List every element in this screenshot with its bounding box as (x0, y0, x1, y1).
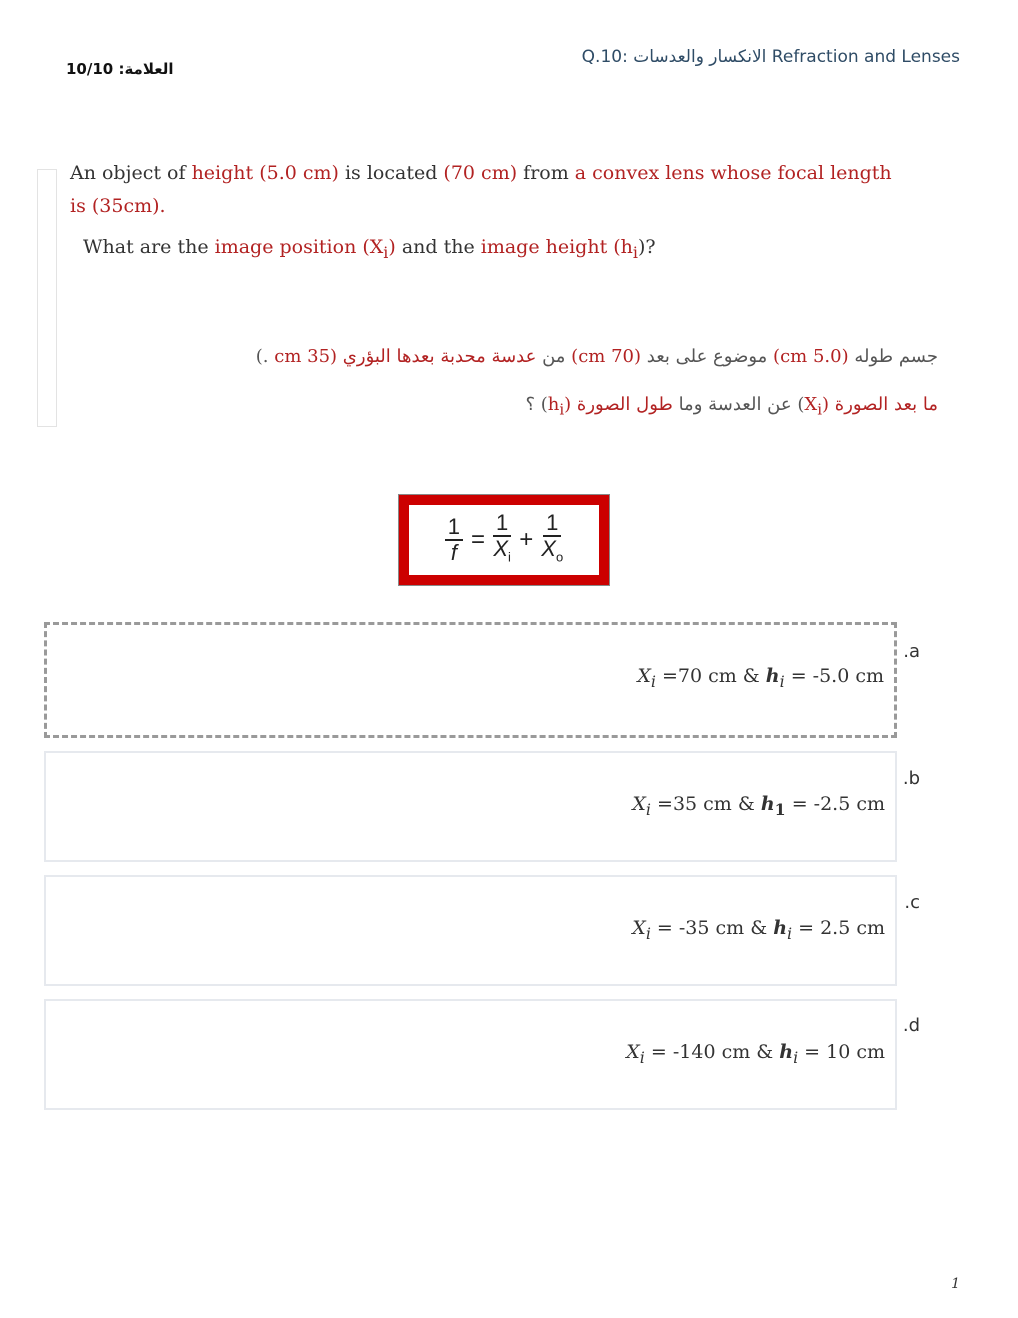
formula-x: X (541, 535, 556, 561)
formula-numerator: 1 (543, 511, 561, 537)
formula-numerator: 1 (493, 511, 511, 537)
q-text-part: is located (338, 162, 444, 184)
option-letter-b: b. (902, 768, 920, 789)
question-sidebar-frame (37, 169, 57, 427)
ar-part: .) (255, 346, 275, 367)
opt-h: h (765, 665, 780, 687)
answer-option-text (637, 665, 884, 691)
ar-part: ) عن العدسة وما (672, 394, 805, 415)
formula-denominator (493, 537, 511, 569)
q-ask-part: )? (637, 236, 656, 258)
ar-distance: (70 cm) (571, 346, 642, 367)
opt-h: h (773, 917, 788, 939)
q-text-lens: a convex lens whose focal length is (35cm). (70, 162, 892, 217)
answer-option-text (632, 917, 885, 943)
formula-plus: + (519, 526, 534, 553)
score-label: العلامة: 10/10 (66, 60, 174, 78)
opt-h-sub: 1 (774, 799, 786, 819)
formula-frac-xi (493, 511, 511, 569)
formula-frac-xo (541, 511, 563, 569)
opt-x: X (637, 665, 651, 687)
opt-h-value: = 10 cm (798, 1041, 885, 1063)
formula-denominator: f (450, 540, 457, 565)
opt-x-sub: i (645, 923, 651, 943)
question-ask-arabic (525, 394, 938, 419)
opt-x-sub: i (639, 1047, 645, 1067)
q-text-distance: (70 cm) (443, 162, 518, 184)
option-letter-a: a. (903, 641, 920, 662)
q-text-part: from (517, 162, 575, 184)
lens-formula-image (398, 494, 610, 586)
opt-x-value: = -140 cm & (644, 1041, 780, 1063)
formula-equals: = (471, 526, 486, 553)
ar-part: ) ؟ (525, 394, 548, 415)
opt-x-value: = -35 cm & (650, 917, 774, 939)
opt-x: X (626, 1041, 640, 1063)
answer-option-d[interactable] (44, 999, 897, 1110)
opt-x-sub: i (650, 671, 656, 691)
ar-height: (5.0 cm) (773, 346, 849, 367)
q-ask-part: and the (395, 236, 481, 258)
question-text-arabic (256, 346, 938, 367)
page-number: 1 (951, 1276, 960, 1292)
q-ask-position (214, 236, 396, 262)
q-ask-height-sub: i (632, 242, 638, 262)
lens-formula (409, 505, 599, 575)
formula-frac-f (445, 515, 463, 565)
question-ask-english (83, 236, 656, 262)
opt-x: X (632, 917, 646, 939)
formula-sub: o (555, 549, 564, 565)
opt-h: h (760, 793, 775, 815)
opt-h: h (779, 1041, 794, 1063)
formula-numerator: 1 (445, 515, 463, 541)
opt-x-value: =35 cm & (650, 793, 761, 815)
opt-x-sub: i (645, 799, 651, 819)
ar-part: موضوع على بعد (641, 346, 774, 367)
ar-lens: عدسة محدبة بعدها البؤري (35 cm (274, 346, 537, 367)
opt-x: X (632, 793, 646, 815)
opt-x-value: =70 cm & (655, 665, 766, 687)
answer-option-text (632, 793, 885, 819)
ar-ask-height-sub: i (559, 400, 565, 419)
opt-h-value: = -5.0 cm (784, 665, 884, 687)
opt-h-value: = -2.5 cm (785, 793, 885, 815)
answer-option-text (626, 1041, 885, 1067)
q-ask-position-sub: i (383, 242, 389, 262)
question-text-english (70, 157, 910, 223)
formula-x: X (493, 535, 509, 561)
opt-h-value: = 2.5 cm (792, 917, 885, 939)
q-ask-part: What are the (83, 236, 215, 258)
ar-ask-position-sub: i (817, 400, 823, 419)
answer-option-c[interactable] (44, 875, 897, 986)
option-letter-c: c. (904, 892, 920, 913)
q-ask-position-close: ) (388, 236, 396, 258)
q-text-height: height (5.0 cm) (191, 162, 339, 184)
q-text-part: An object of (70, 162, 192, 184)
option-letter-d: d. (902, 1015, 920, 1036)
ar-part: جسم طوله (848, 346, 938, 367)
opt-h-sub: i (793, 1047, 799, 1067)
ar-ask-position: ما بعد الصورة (X (804, 394, 938, 415)
opt-h-sub: i (779, 671, 785, 691)
answer-option-a[interactable] (44, 622, 897, 738)
q-ask-height (480, 236, 638, 262)
ar-ask-height: طول الصورة (h (547, 394, 673, 415)
opt-h-sub: i (787, 923, 793, 943)
formula-sub: i (508, 549, 511, 565)
answer-option-b[interactable] (44, 751, 897, 862)
q-ask-height-label: image height (h (480, 236, 633, 258)
question-title: Q.10: الانكسار والعدسات Refraction and Lenses (581, 47, 960, 67)
ar-part: من (536, 346, 572, 367)
q-ask-position-label: image position (X (214, 236, 384, 258)
formula-denominator (541, 537, 563, 569)
